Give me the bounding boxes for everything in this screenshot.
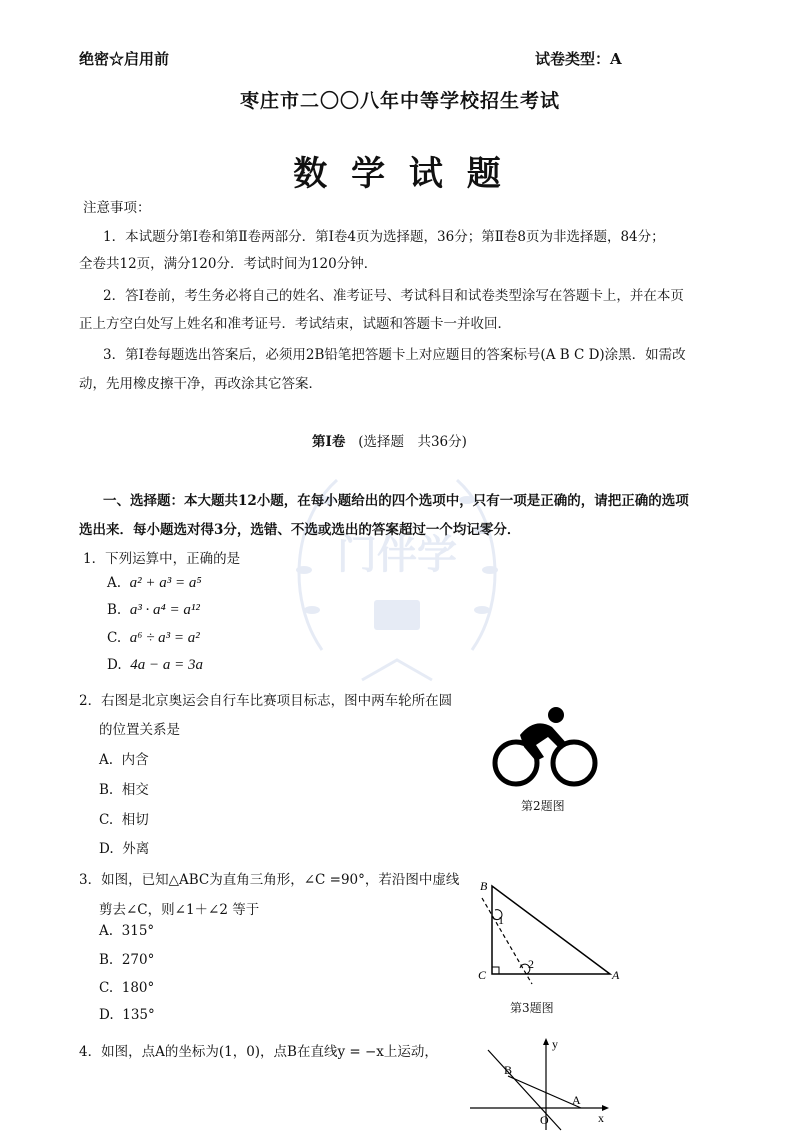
question-2-stem-line1: 2．右图是北京奥运会自行车比赛项目标志，图中两车轮所在圆 bbox=[79, 693, 453, 709]
option-expression: a⁶ ÷ a³ = a² bbox=[129, 630, 200, 646]
y-axis-arrow bbox=[543, 1038, 549, 1045]
vertex-a-label: A bbox=[612, 968, 620, 982]
option-expression: a² + a³ = a⁵ bbox=[129, 575, 202, 591]
option-label: B. bbox=[99, 782, 114, 798]
angle-1-label: 1 bbox=[498, 913, 504, 927]
coordinate-figure bbox=[466, 1036, 616, 1132]
option-text: 外离 bbox=[122, 841, 150, 857]
subject-title: 数 学 试 题 bbox=[293, 154, 507, 194]
option-label: A. bbox=[107, 575, 122, 591]
section-subtitle: (选择题 共36分) bbox=[358, 434, 467, 450]
figure-2-caption: 第2题图 bbox=[521, 799, 565, 813]
y-axis-label: y bbox=[552, 1037, 558, 1051]
cyclist-body bbox=[520, 723, 568, 761]
cycling-pictogram bbox=[490, 705, 600, 790]
option-label: D. bbox=[99, 1007, 114, 1023]
triangle-figure bbox=[470, 876, 630, 986]
option-label: B. bbox=[99, 952, 114, 968]
note-3-line1: 3．第Ⅰ卷每题选出答案后，必须用2B铅笔把答题卡上对应题目的答案标号(A B C D)涂黑．如需改 bbox=[103, 347, 686, 363]
question-1-option-d bbox=[107, 657, 203, 674]
question-2-option-c bbox=[99, 808, 149, 828]
exam-title: 枣庄市二〇〇八年中等学校招生考试 bbox=[239, 90, 560, 112]
section-heading bbox=[312, 430, 467, 450]
option-label: B. bbox=[107, 602, 122, 618]
vertex-c-label: C bbox=[478, 968, 487, 982]
option-expression: 4a − a = 3a bbox=[130, 657, 203, 673]
option-label: C. bbox=[107, 630, 122, 646]
option-label: C. bbox=[99, 980, 114, 996]
angle-2-label: 2 bbox=[528, 957, 534, 971]
question-2-option-d bbox=[99, 837, 149, 857]
section-instruction-line1: 一、选择题：本大题共12小题，在每小题给出的四个选项中，只有一项是正确的，请把正确的选项 bbox=[103, 493, 689, 509]
paper-type-label: 试卷类型：A bbox=[535, 50, 622, 68]
question-1-option-b bbox=[107, 602, 200, 619]
option-label: A. bbox=[99, 752, 114, 768]
question-2-stem-line2: 的位置关系是 bbox=[99, 722, 180, 738]
section-instruction-line2: 选出来．每小题选对得3分，选错、不选或选出的答案超过一个均记零分． bbox=[79, 522, 521, 538]
watermark-logo bbox=[282, 450, 512, 690]
question-3-option-a bbox=[99, 923, 154, 939]
question-3-option-b bbox=[99, 952, 154, 968]
option-text: 相切 bbox=[121, 812, 149, 828]
line-y-neg-x bbox=[488, 1050, 561, 1130]
note-2-line2: 正上方空白处写上姓名和准考证号．考试结束，试题和答题卡一并收回． bbox=[79, 316, 511, 332]
option-label: D. bbox=[107, 657, 122, 673]
x-axis-label: x bbox=[598, 1111, 604, 1125]
option-label: A. bbox=[99, 923, 114, 939]
point-a-label: A bbox=[572, 1093, 581, 1107]
origin-label: O bbox=[540, 1113, 549, 1127]
question-4-stem: 4．如图，点A的坐标为(1，0)，点B在直线y = −x上运动， bbox=[79, 1044, 438, 1060]
question-3-option-d bbox=[99, 1007, 155, 1023]
note-3-line2: 动，先用橡皮擦干净，再改涂其它答案． bbox=[79, 376, 322, 392]
confidential-label: 绝密☆启用前 bbox=[79, 50, 170, 68]
option-text: 180° bbox=[121, 980, 155, 996]
option-text: 135° bbox=[122, 1007, 155, 1023]
right-angle-mark bbox=[492, 967, 499, 974]
option-label: C. bbox=[99, 812, 114, 828]
option-text: 270° bbox=[121, 952, 155, 968]
vertex-b-label: B bbox=[480, 879, 488, 893]
option-text: 相交 bbox=[121, 782, 149, 798]
option-label: D. bbox=[99, 841, 114, 857]
point-b-label: B bbox=[504, 1063, 513, 1077]
cyclist-head bbox=[548, 707, 564, 723]
option-expression: a³ · a⁴ = a¹² bbox=[129, 602, 200, 618]
note-1-line1: 1．本试题分第Ⅰ卷和第Ⅱ卷两部分．第Ⅰ卷4页为选择题，36分；第Ⅱ卷8页为非选择题，84分； bbox=[103, 229, 665, 245]
figure-3-caption: 第3题图 bbox=[510, 1001, 554, 1015]
question-1-option-a bbox=[107, 575, 202, 592]
note-1-line2: 全卷共12页，满分120分．考试时间为120分钟． bbox=[79, 256, 378, 272]
segment-ab bbox=[508, 1076, 581, 1108]
question-2-option-a bbox=[99, 748, 149, 768]
section-title: 第Ⅰ卷 bbox=[312, 434, 346, 450]
note-2-line1: 2．答Ⅰ卷前，考生务必将自己的姓名、准考证号、考试科目和试卷类型涂写在答题卡上，并在本页 bbox=[103, 288, 684, 304]
question-2-option-b bbox=[99, 778, 149, 798]
question-3-stem-line2: 剪去∠C，则∠1＋∠2 等于 bbox=[99, 902, 260, 918]
question-1-stem: 1．下列运算中，正确的是 bbox=[83, 551, 241, 567]
option-text: 315° bbox=[121, 923, 155, 939]
triangle-abc bbox=[492, 886, 610, 974]
question-3-stem-line1: 3．如图，已知△ABC为直角三角形，∠C =90°，若沿图中虚线 bbox=[79, 872, 460, 888]
question-1-option-c bbox=[107, 630, 200, 647]
question-3-option-c bbox=[99, 980, 154, 996]
option-text: 内含 bbox=[121, 752, 149, 768]
notes-heading: 注意事项： bbox=[83, 200, 151, 216]
watermark-text: 门伴学 bbox=[337, 532, 457, 578]
